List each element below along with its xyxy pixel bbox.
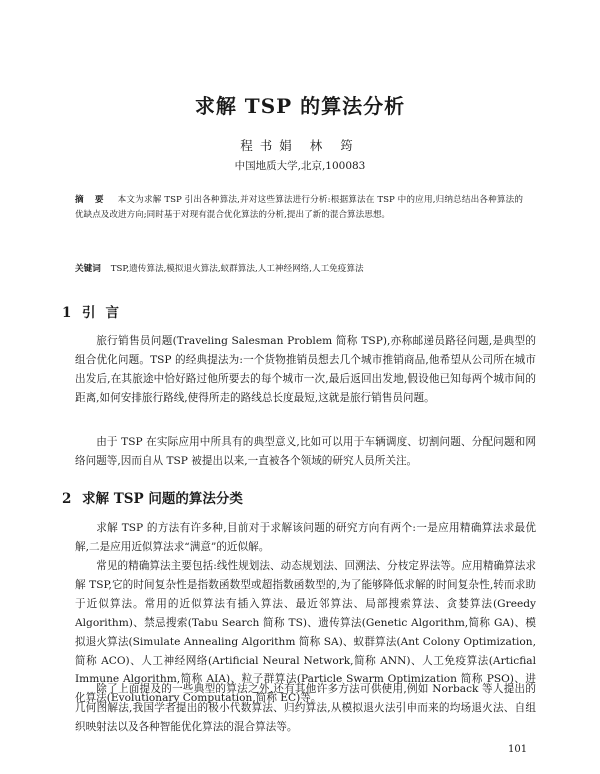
section-1-number: 1 xyxy=(62,305,72,321)
abstract-label: 摘 要 xyxy=(75,195,108,205)
section-2-title: 求解 TSP 问题的算法分类 xyxy=(82,491,243,507)
paper-affiliation: 中国地质大学,北京,100083 xyxy=(234,160,366,172)
section-2-heading xyxy=(62,487,243,507)
abstract-text: 本文为求解 TSP 引出各种算法,并对这些算法进行分析:根据算法在 TSP 中的应用,归纳总结出各种算法的优缺点及改进方向;同时基于对现有混合优化算法的分析,提出了新的混合算法思想。 xyxy=(75,195,523,220)
section-1-paragraph: 由于 TSP 在实际应用中所具有的典型意义,比如可以用于车辆调度、切割问题、分配问题和网络问题等,因而自从 TSP 被提出以来,一直被各个领域的研究人员所关注。 xyxy=(75,436,536,467)
section-2-number: 2 xyxy=(62,491,72,507)
keywords-label: 关键词 xyxy=(75,264,101,274)
keywords-text: TSP,遗传算法,模拟退火算法,蚁群算法,人工神经网络,人工免疫算法 xyxy=(110,264,364,274)
page-number: 101 xyxy=(508,744,528,755)
section-2-paragraph: 求解 TSP 的方法有许多种,目前对于求解该问题的研究方向有两个:一是应用精确算法求最优解,二是应用近似算法求“满意”的近似解。 xyxy=(75,522,536,553)
section-1-paragraph: 旅行销售员问题(Traveling Salesman Problem 简称 TSP),亦称邮递员路径问题,是典型的组合优化问题。TSP 的经典提法为:一个货物推销员想去几个城市推销商品,他希望从公司所在城市出发后,在其旅途中恰好路过他所要去的每个城市一次,最后返回出发地,假设他已知每两个城市间的距离,如何安排旅行路线,使得所走的路线总长度最短,这就是旅行销售员问题。 xyxy=(75,335,536,404)
keywords xyxy=(75,262,523,276)
section-2-paragraph: 常见的精确算法主要包括:线性规划法、动态规划法、回溯法、分枝定界法等。应用精确算法求解 TSP,它的时间复杂性是指数函数型或超指数函数型的,为了能够降低求解的时间复杂性,转而求助于近似算法。常用的近似算法有插入算法、最近邻算法、局部搜索算法、贪婪算法(Greedy Algorithm)、禁忌搜索(Tabu Search 简称 TS)、遗传算法(Genetic Algorithm,简称 GA)、模拟退火算法(Simulate Annealing Algorithm 简称 SA)、蚁群算法(Ant Colony Optimization,简称 ACO)、人工神经网络(Artificial Neural Network,简称 ANN)、人工免疫算法(Articfial Immune Algorithm,简称 AIA)、粒子群算法(Particle Swarm Optimization 简称 PSO)、进化算法(Evolutionary Computation,简称 EC)等。 xyxy=(75,560,536,705)
abstract xyxy=(75,193,523,223)
paper-title: 求解 TSP 的算法分析 xyxy=(194,94,406,118)
paper-authors: 程书娟 林 筠 xyxy=(240,138,360,153)
section-1-heading xyxy=(62,301,129,321)
section-1-title: 引言 xyxy=(82,305,129,321)
section-2-paragraph: 除了上面提及的一些典型的算法之外,还有其他许多方法可供使用,例如 Norback 等人提出的几何图解法,我国学者提出的极小代数算法、归约算法,从模拟退火法引申而来的均场退火法、自组织映射法以及各种智能优化算法的混合算法等。 xyxy=(75,683,536,733)
